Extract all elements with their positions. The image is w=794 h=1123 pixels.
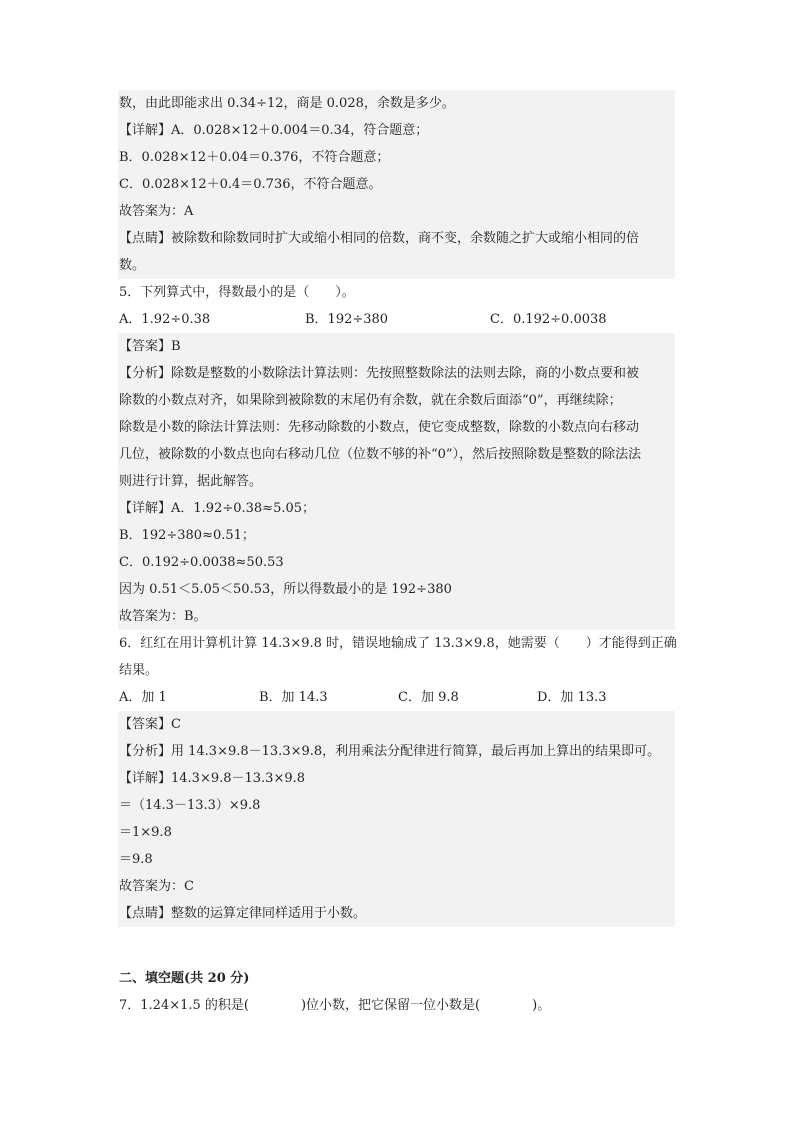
detail-line: 【详解】14.3×9.8－13.3×9.8 <box>119 771 306 786</box>
q5-option-b: B．192÷380 <box>305 312 389 327</box>
detail-line: ＝9.8 <box>119 852 153 867</box>
q5-option-c: C．0.192÷0.0038 <box>490 312 607 327</box>
q6-solution-block <box>118 711 675 927</box>
detail-line: ＝1×9.8 <box>119 825 172 840</box>
q6-option-b: B．加 14.3 <box>259 690 328 705</box>
q6-option-c: C．加 9.8 <box>398 690 459 705</box>
detail-line: C．0.192÷0.0038≈50.53 <box>119 555 284 570</box>
q6-option-a: A．加 1 <box>119 690 167 705</box>
detail-line: C．0.028×12＋0.4＝0.736，不符合题意。 <box>119 177 382 192</box>
final-answer-line: 故答案为：C <box>119 879 194 894</box>
q6-option-d: D．加 13.3 <box>537 690 607 705</box>
q7-stem: 7．1.24×1.5 的积是( )位小数，把它保留一位小数是( )。 <box>119 998 551 1013</box>
solution-line: 数，由此即能求出 0.34÷12，商是 0.028，余数是多少。 <box>119 96 455 111</box>
analysis-line: 除数是小数的除法计算法则：先移动除数的小数点，使它变成整数，除数的小数点向右移动 <box>119 420 640 435</box>
key-point-line: 【点睛】被除数和除数同时扩大或缩小相同的倍数，商不变，余数随之扩大或缩小相同的倍 <box>119 231 640 246</box>
analysis-line: 则进行计算，据此解答。 <box>119 474 263 489</box>
final-answer-line: 故答案为：B。 <box>119 609 207 624</box>
document-page <box>118 90 675 1019</box>
detail-line: 【详解】A．1.92÷0.38≈5.05； <box>119 501 316 516</box>
analysis-line: 几位，被除数的小数点也向右移动几位（位数不够的补“0”），然后按照除数是整数的除法法 <box>119 447 642 462</box>
section-gap <box>118 927 675 965</box>
answer-line: 【答案】C <box>119 717 181 732</box>
answer-line: 【答案】B <box>119 339 181 354</box>
section-heading: 二、填空题(共 20 分) <box>119 971 250 986</box>
analysis-line: 【分析】除数是整数的小数除法计算法则：先按照整数除法的法则去除，商的小数点要和被 <box>119 366 640 381</box>
q5-options <box>118 306 675 333</box>
detail-line: B．192÷380≈0.51； <box>119 528 255 543</box>
q5-solution-block <box>118 333 675 630</box>
final-answer-line: 故答案为：A <box>119 204 194 219</box>
analysis-line: 【分析】用 14.3×9.8－13.3×9.8，利用乘法分配律进行简算，最后再加上算出的结果即可。 <box>119 744 661 759</box>
q4-solution-block <box>118 90 675 279</box>
key-point-line: 【点睛】整数的运算定律同样适用于小数。 <box>119 906 367 921</box>
key-point-line: 数。 <box>119 258 146 273</box>
analysis-line: 除数的小数点对齐，如果除到被除数的末尾仍有余数，就在余数后面添“0”，再继续除； <box>119 393 622 408</box>
detail-line: 因为 0.51＜5.05＜50.53，所以得数最小的是 192÷380 <box>119 582 452 597</box>
q6-options <box>118 684 675 711</box>
detail-line: B．0.028×12＋0.04＝0.376，不符合题意； <box>119 150 390 165</box>
q5-stem: 5．下列算式中，得数最小的是（ ）。 <box>119 285 355 300</box>
detail-line: ＝（14.3－13.3）×9.8 <box>119 798 261 813</box>
q5-option-a: A．1.92÷0.38 <box>119 312 211 327</box>
detail-line: 【详解】A．0.028×12＋0.004＝0.34，符合题意； <box>119 123 429 138</box>
q6-stem: 结果。 <box>119 663 159 678</box>
q6-stem: 6．红红在用计算机计算 14.3×9.8 时，错误地输成了 13.3×9.8，她需要（ ）才能得到正确 <box>119 636 677 651</box>
